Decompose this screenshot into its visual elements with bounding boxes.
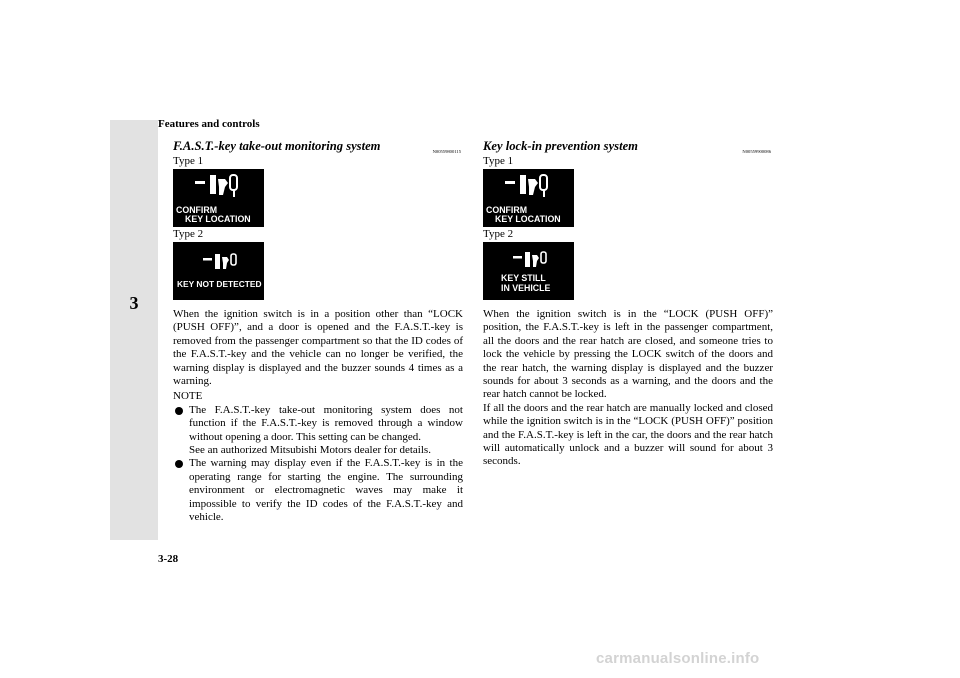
list-item: The F.A.S.T.-key take-out monitoring system does not function if the F.A.S.T.-key is removed through a window without opening a door. This setting can be changed. See an authorized Mitsubishi Motors dealer for details. [173, 404, 463, 458]
section-title: Key lock-in prevention system N00559900086 [483, 137, 773, 155]
body-text: When the ignition switch is in the “LOCK (PUSH OFF)” position, the F.A.S.T.-key is left in the passenger compartment, all the doors and the rear hatch are closed, and someone tries to lock the vehicle by pressing the LOCK switch of the doors and the rear hatch, the warning display is displayed and the buzzer sounds for about 3 seconds as a warning, and the doors and the rear hatch cannot be locked. [483, 308, 773, 401]
note-label: NOTE [173, 390, 203, 403]
body-text: If all the doors and the rear hatch are manually locked and closed while the ignition switch is in the “LOCK (PUSH OFF)” position and the F.A.S.T.-key is left in the car, the doors and the rear hatch will automatically unlock and a buzzer will sound for about 3 seconds. [483, 401, 773, 468]
chapter-number: 3 [129, 293, 139, 313]
section-code: N00559800115 [432, 149, 461, 154]
display-text-line1: KEY STILL [501, 273, 546, 283]
key-warning-icon [173, 242, 264, 300]
page-number: 3-28 [158, 553, 179, 565]
warning-display [483, 169, 574, 227]
display-text-line1: CONFIRM [486, 205, 528, 215]
note-list [173, 404, 463, 525]
type-label: Type 2 [483, 228, 514, 240]
list-item: The warning may display even if the F.A.S.T.-key is in the operating range for starting the engine. The surrounding environment or electromagnetic waves may make it impossible to verify the ID codes of the F.A.S.T.-key and vehicle. [173, 457, 463, 524]
bullet-icon [175, 460, 183, 468]
display-text-line1: KEY NOT DETECTED [177, 279, 262, 289]
type-label: Type 1 [173, 155, 204, 167]
warning-display [483, 242, 574, 300]
watermark: carmanualsonline.info [596, 650, 760, 667]
display-text-line2: KEY LOCATION [495, 214, 561, 224]
running-header: Features and controls [158, 118, 260, 130]
type-label: Type 2 [173, 228, 204, 240]
bullet-icon [175, 407, 183, 415]
warning-display [173, 242, 264, 300]
right-column [483, 137, 773, 469]
display-text-line2: KEY LOCATION [185, 214, 251, 224]
display-text-line1: CONFIRM [176, 205, 218, 215]
display-text-line2: IN VEHICLE [501, 283, 551, 293]
body-text: When the ignition switch is in a position other than “LOCK (PUSH OFF)”, and a door is opened and the F.A.S.T.-key is removed from the passenger compartment so that the ID codes of the F.A.S.T.-key and the vehicle can no longer be verified, the warning display is displayed and the buzzer sounds 4 times as a warning. [173, 308, 463, 388]
chapter-tab [110, 120, 158, 540]
section-title: F.A.S.T.-key take-out monitoring system N00559800115 [173, 137, 463, 155]
left-column [173, 137, 463, 525]
type-label: Type 1 [483, 155, 514, 167]
section-code: N00559900086 [742, 149, 771, 154]
warning-display [173, 169, 264, 227]
